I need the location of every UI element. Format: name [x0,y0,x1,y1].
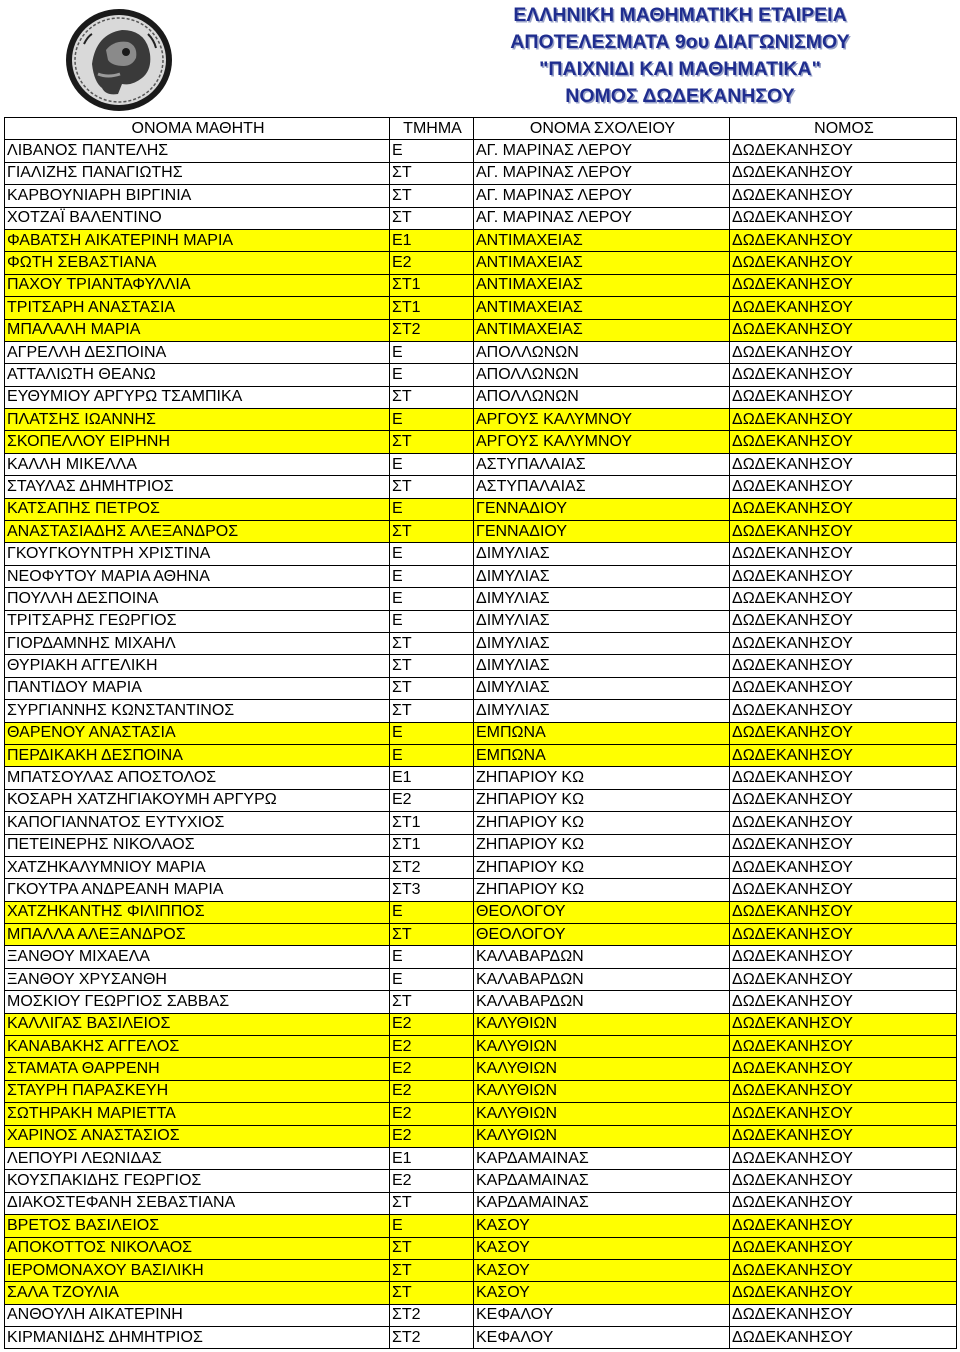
table-row [5,1192,957,1214]
table-row [5,1058,957,1080]
class-cell: Ε2 [390,1058,474,1080]
school-name-cell: ΚΑΣΟΥ [474,1259,730,1281]
prefecture-cell: ΔΩΔΕΚΑΝΗΣΟΥ [730,1282,957,1304]
student-name-cell: ΝΕΟΦΥΤΟΥ ΜΑΡΙΑ ΑΘΗΝΑ [5,565,390,587]
student-name-cell: ΑΝΑΣΤΑΣΙΑΔΗΣ ΑΛΕΞΑΝΔΡΟΣ [5,521,390,543]
prefecture-cell: ΔΩΔΕΚΑΝΗΣΟΥ [730,722,957,744]
table-row [5,610,957,632]
table-row [5,1304,957,1326]
school-name-cell: ΚΑΣΟΥ [474,1215,730,1237]
prefecture-cell: ΔΩΔΕΚΑΝΗΣΟΥ [730,901,957,923]
results-table-body [5,140,957,1349]
table-row [5,924,957,946]
table-row [5,341,957,363]
header-title-results: ΑΠΟΤΕΛΕΣΜΑΤΑ 9ου ΔΙΑΓΩΝΙΣΜΟΥ [510,31,850,53]
prefecture-cell: ΔΩΔΕΚΑΝΗΣΟΥ [730,386,957,408]
school-name-cell: ΖΗΠΑΡΙΟΥ ΚΩ [474,812,730,834]
school-name-cell: ΔΙΜΥΛΙΑΣ [474,655,730,677]
column-header-student-name: ΟΝΟΜΑ ΜΑΘΗΤΗ [5,118,390,140]
table-row [5,1103,957,1125]
table-row [5,767,957,789]
table-row [5,1327,957,1349]
school-name-cell: ΑΣΤΥΠΑΛΑΙΑΣ [474,453,730,475]
prefecture-cell: ΔΩΔΕΚΑΝΗΣΟΥ [730,1080,957,1102]
table-row [5,453,957,475]
header-title-competition: "ΠΑΙΧΝΙΔΙ ΚΑΙ ΜΑΘΗΜΑΤΙΚΑ" [539,58,821,80]
prefecture-cell: ΔΩΔΕΚΑΝΗΣΟΥ [730,1170,957,1192]
student-name-cell: ΑΓΡΕΛΛΗ ΔΕΣΠΟΙΝΑ [5,341,390,363]
table-row [5,229,957,251]
class-cell: Ε [390,140,474,162]
table-row [5,700,957,722]
class-cell: ΣΤ [390,1237,474,1259]
table-row [5,834,957,856]
table-row [5,431,957,453]
school-name-cell: ΑΣΤΥΠΑΛΑΙΑΣ [474,476,730,498]
class-cell: Ε1 [390,1147,474,1169]
prefecture-cell: ΔΩΔΕΚΑΝΗΣΟΥ [730,185,957,207]
prefecture-cell: ΔΩΔΕΚΑΝΗΣΟΥ [730,856,957,878]
student-name-cell: ΛΙΒΑΝΟΣ ΠΑΝΤΕΛΗΣ [5,140,390,162]
class-cell: ΣΤ [390,521,474,543]
class-cell: ΣΤ1 [390,834,474,856]
student-name-cell: ΞΑΝΘΟΥ ΜΙΧΑΕΛΑ [5,946,390,968]
student-name-cell: ΚΑΡΒΟΥΝΙΑΡΗ ΒΙΡΓΙΝΙΑ [5,185,390,207]
student-name-cell: ΘΑΡΕΝΟΥ ΑΝΑΣΤΑΣΙΑ [5,722,390,744]
table-row [5,1147,957,1169]
class-cell: Ε [390,543,474,565]
class-cell: Ε [390,744,474,766]
class-cell: Ε2 [390,252,474,274]
table-row [5,744,957,766]
student-name-cell: ΣΑΛΑ ΤΖΟΥΛΙΑ [5,1282,390,1304]
school-name-cell: ΚΑΛΥΘΙΩΝ [474,1058,730,1080]
table-row [5,185,957,207]
class-cell: Ε [390,968,474,990]
school-name-cell: ΔΙΜΥΛΙΑΣ [474,610,730,632]
table-row [5,207,957,229]
class-cell: Ε [390,341,474,363]
class-cell: ΣΤ1 [390,812,474,834]
table-row [5,722,957,744]
student-name-cell: ΕΥΘΥΜΙΟΥ ΑΡΓΥΡΩ ΤΣΑΜΠΙΚΑ [5,386,390,408]
class-cell: Ε2 [390,789,474,811]
table-row [5,1259,957,1281]
school-name-cell: ΑΓ. ΜΑΡΙΝΑΣ ΛΕΡΟΥ [474,207,730,229]
table-row [5,476,957,498]
table-row [5,498,957,520]
student-name-cell: ΧΟΤΖΑΪ ΒΑΛΕΝΤΙΝΟ [5,207,390,229]
prefecture-cell: ΔΩΔΕΚΑΝΗΣΟΥ [730,297,957,319]
class-cell: ΣΤ [390,162,474,184]
prefecture-cell: ΔΩΔΕΚΑΝΗΣΟΥ [730,588,957,610]
prefecture-cell: ΔΩΔΕΚΑΝΗΣΟΥ [730,476,957,498]
school-name-cell: ΑΓ. ΜΑΡΙΝΑΣ ΛΕΡΟΥ [474,162,730,184]
prefecture-cell: ΔΩΔΕΚΑΝΗΣΟΥ [730,1237,957,1259]
student-name-cell: ΚΙΡΜΑΝΙΔΗΣ ΔΗΜΗΤΡΙΟΣ [5,1327,390,1349]
prefecture-cell: ΔΩΔΕΚΑΝΗΣΟΥ [730,834,957,856]
table-row [5,252,957,274]
student-name-cell: ΦΩΤΗ ΣΕΒΑΣΤΙΑΝΑ [5,252,390,274]
school-name-cell: ΚΑΣΟΥ [474,1282,730,1304]
school-name-cell: ΑΠΟΛΛΩΝΩΝ [474,386,730,408]
student-name-cell: ΠΕΡΔΙΚΑΚΗ ΔΕΣΠΟΙΝΑ [5,744,390,766]
student-name-cell: ΧΑΤΖΗΚΑΝΤΗΣ ΦΙΛΙΠΠΟΣ [5,901,390,923]
column-header-school-name: ΟΝΟΜΑ ΣΧΟΛΕΙΟΥ [474,118,730,140]
prefecture-cell: ΔΩΔΕΚΑΝΗΣΟΥ [730,229,957,251]
class-cell: ΣΤ [390,431,474,453]
class-cell: ΣΤ [390,991,474,1013]
school-name-cell: ΑΓ. ΜΑΡΙΝΑΣ ΛΕΡΟΥ [474,140,730,162]
class-cell: ΣΤ [390,1282,474,1304]
table-row [5,1080,957,1102]
student-name-cell: ΚΑΝΑΒΑΚΗΣ ΑΓΓΕΛΟΣ [5,1036,390,1058]
student-name-cell: ΜΟΣΚΙΟΥ ΓΕΩΡΓΙΟΣ ΣΑΒΒΑΣ [5,991,390,1013]
student-name-cell: ΜΠΑΛΛΑ ΑΛΕΞΑΝΔΡΟΣ [5,924,390,946]
header-title-society: ΕΛΛΗΝΙΚΗ ΜΑΘΗΜΑΤΙΚΗ ΕΤΑΙΡΕΙΑ [513,4,847,26]
header-title-prefecture: ΝΟΜΟΣ ΔΩΔΕΚΑΝΗΣΟΥ [565,85,795,107]
school-name-cell: ΑΡΓΟΥΣ ΚΑΛΥΜΝΟΥ [474,409,730,431]
prefecture-cell: ΔΩΔΕΚΑΝΗΣΟΥ [730,1036,957,1058]
class-cell: ΣΤ [390,924,474,946]
table-row [5,677,957,699]
student-name-cell: ΙΕΡΟΜΟΝΑΧΟΥ ΒΑΣΙΛΙΚΗ [5,1259,390,1281]
class-cell: Ε [390,453,474,475]
table-row [5,140,957,162]
class-cell: Ε1 [390,767,474,789]
student-name-cell: ΒΡΕΤΟΣ ΒΑΣΙΛΕΙΟΣ [5,1215,390,1237]
class-cell: Ε2 [390,1013,474,1035]
prefecture-cell: ΔΩΔΕΚΑΝΗΣΟΥ [730,162,957,184]
prefecture-cell: ΔΩΔΕΚΑΝΗΣΟΥ [730,341,957,363]
class-cell: Ε [390,946,474,968]
class-cell: Ε [390,610,474,632]
table-row [5,319,957,341]
student-name-cell: ΤΡΙΤΣΑΡΗ ΑΝΑΣΤΑΣΙΑ [5,297,390,319]
school-name-cell: ΔΙΜΥΛΙΑΣ [474,565,730,587]
prefecture-cell: ΔΩΔΕΚΑΝΗΣΟΥ [730,968,957,990]
prefecture-cell: ΔΩΔΕΚΑΝΗΣΟΥ [730,543,957,565]
table-row [5,1237,957,1259]
class-cell: Ε [390,588,474,610]
student-name-cell: ΣΤΑΜΑΤΑ ΘΑΡΡΕΝΗ [5,1058,390,1080]
student-name-cell: ΚΟΥΣΠΑΚΙΔΗΣ ΓΕΩΡΓΙΟΣ [5,1170,390,1192]
school-name-cell: ΚΕΦΑΛΟΥ [474,1327,730,1349]
class-cell: ΣΤ [390,207,474,229]
school-name-cell: ΔΙΜΥΛΙΑΣ [474,543,730,565]
class-cell: Ε2 [390,1036,474,1058]
school-name-cell: ΔΙΜΥΛΙΑΣ [474,677,730,699]
prefecture-cell: ΔΩΔΕΚΑΝΗΣΟΥ [730,700,957,722]
class-cell: ΣΤ [390,655,474,677]
class-cell: ΣΤ [390,476,474,498]
prefecture-cell: ΔΩΔΕΚΑΝΗΣΟΥ [730,1147,957,1169]
school-name-cell: ΑΝΤΙΜΑΧΕΙΑΣ [474,319,730,341]
school-name-cell: ΘΕΟΛΟΓΟΥ [474,924,730,946]
prefecture-cell: ΔΩΔΕΚΑΝΗΣΟΥ [730,879,957,901]
student-name-cell: ΚΑΛΛΗ ΜΙΚΕΛΛΑ [5,453,390,475]
class-cell: ΣΤ [390,700,474,722]
prefecture-cell: ΔΩΔΕΚΑΝΗΣΟΥ [730,812,957,834]
class-cell: ΣΤ2 [390,1327,474,1349]
table-row [5,588,957,610]
prefecture-cell: ΔΩΔΕΚΑΝΗΣΟΥ [730,498,957,520]
school-name-cell: ΕΜΠΩΝΑ [474,744,730,766]
header-titles [440,2,920,110]
table-row [5,409,957,431]
prefecture-cell: ΔΩΔΕΚΑΝΗΣΟΥ [730,1058,957,1080]
prefecture-cell: ΔΩΔΕΚΑΝΗΣΟΥ [730,274,957,296]
table-row [5,991,957,1013]
table-row [5,632,957,654]
student-name-cell: ΛΕΠΟΥΡΙ ΛΕΩΝΙΔΑΣ [5,1147,390,1169]
prefecture-cell: ΔΩΔΕΚΑΝΗΣΟΥ [730,744,957,766]
table-row [5,655,957,677]
school-name-cell: ΚΑΛΥΘΙΩΝ [474,1103,730,1125]
student-name-cell: ΠΕΤΕΙΝΕΡΗΣ ΝΙΚΟΛΑΟΣ [5,834,390,856]
student-name-cell: ΣΚΟΠΕΛΛΟΥ ΕΙΡΗΝΗ [5,431,390,453]
class-cell: ΣΤ [390,386,474,408]
school-name-cell: ΑΝΤΙΜΑΧΕΙΑΣ [474,297,730,319]
school-name-cell: ΑΓ. ΜΑΡΙΝΑΣ ΛΕΡΟΥ [474,185,730,207]
table-row [5,968,957,990]
student-name-cell: ΚΑΤΣΑΠΗΣ ΠΕΤΡΟΣ [5,498,390,520]
student-name-cell: ΠΑΝΤΙΔΟΥ ΜΑΡΙΑ [5,677,390,699]
prefecture-cell: ΔΩΔΕΚΑΝΗΣΟΥ [730,1327,957,1349]
class-cell: ΣΤ [390,1259,474,1281]
class-cell: Ε2 [390,1170,474,1192]
prefecture-cell: ΔΩΔΕΚΑΝΗΣΟΥ [730,364,957,386]
table-row [5,1215,957,1237]
table-row [5,386,957,408]
class-cell: Ε2 [390,1080,474,1102]
prefecture-cell: ΔΩΔΕΚΑΝΗΣΟΥ [730,924,957,946]
class-cell: ΣΤ1 [390,297,474,319]
table-row [5,1013,957,1035]
prefecture-cell: ΔΩΔΕΚΑΝΗΣΟΥ [730,1215,957,1237]
school-name-cell: ΕΜΠΩΝΑ [474,722,730,744]
table-row [5,1170,957,1192]
school-name-cell: ΔΙΜΥΛΙΑΣ [474,700,730,722]
student-name-cell: ΠΛΑΤΣΗΣ ΙΩΑΝΝΗΣ [5,409,390,431]
prefecture-cell: ΔΩΔΕΚΑΝΗΣΟΥ [730,991,957,1013]
page-header [0,0,960,116]
header-row [5,118,957,140]
student-name-cell: ΞΑΝΘΟΥ ΧΡΥΣΑΝΘΗ [5,968,390,990]
student-name-cell: ΚΑΠΟΓΙΑΝΝΑΤΟΣ ΕΥΤΥΧΙΟΣ [5,812,390,834]
prefecture-cell: ΔΩΔΕΚΑΝΗΣΟΥ [730,655,957,677]
results-table [4,117,957,1349]
student-name-cell: ΠΟΥΛΛΗ ΔΕΣΠΟΙΝΑ [5,588,390,610]
class-cell: ΣΤ [390,677,474,699]
class-cell: Ε [390,1215,474,1237]
school-name-cell: ΓΕΝΝΑΔΙΟΥ [474,498,730,520]
class-cell: ΣΤ3 [390,879,474,901]
school-name-cell: ΚΑΡΔΑΜΑΙΝΑΣ [474,1170,730,1192]
school-name-cell: ΚΑΛΥΘΙΩΝ [474,1125,730,1147]
student-name-cell: ΚΑΛΛΙΓΑΣ ΒΑΣΙΛΕΙΟΣ [5,1013,390,1035]
school-name-cell: ΖΗΠΑΡΙΟΥ ΚΩ [474,789,730,811]
table-row [5,901,957,923]
school-name-cell: ΚΑΛΥΘΙΩΝ [474,1036,730,1058]
table-row [5,856,957,878]
prefecture-cell: ΔΩΔΕΚΑΝΗΣΟΥ [730,1192,957,1214]
student-name-cell: ΑΠΟΚΟΤΤΟΣ ΝΙΚΟΛΑΟΣ [5,1237,390,1259]
school-name-cell: ΚΑΣΟΥ [474,1237,730,1259]
student-name-cell: ΜΠΑΛΑΛΗ ΜΑΡΙΑ [5,319,390,341]
school-name-cell: ΑΡΓΟΥΣ ΚΑΛΥΜΝΟΥ [474,431,730,453]
table-row [5,162,957,184]
school-name-cell: ΖΗΠΑΡΙΟΥ ΚΩ [474,834,730,856]
student-name-cell: ΠΑΧΟΥ ΤΡΙΑΝΤΑΦΥΛΛΙΑ [5,274,390,296]
class-cell: Ε [390,722,474,744]
table-row [5,543,957,565]
school-name-cell: ΔΙΜΥΛΙΑΣ [474,588,730,610]
class-cell: Ε [390,409,474,431]
student-name-cell: ΤΡΙΤΣΑΡΗΣ ΓΕΩΡΓΙΟΣ [5,610,390,632]
column-header-prefecture: ΝΟΜΟΣ [730,118,957,140]
class-cell: ΣΤ2 [390,319,474,341]
school-name-cell: ΚΑΡΔΑΜΑΙΝΑΣ [474,1192,730,1214]
prefecture-cell: ΔΩΔΕΚΑΝΗΣΟΥ [730,565,957,587]
class-cell: Ε [390,498,474,520]
student-name-cell: ΚΟΣΑΡΗ ΧΑΤΖΗΓΙΑΚΟΥΜΗ ΑΡΓΥΡΩ [5,789,390,811]
student-name-cell: ΣΥΡΓΙΑΝΝΗΣ ΚΩΝΣΤΑΝΤΙΝΟΣ [5,700,390,722]
prefecture-cell: ΔΩΔΕΚΑΝΗΣΟΥ [730,252,957,274]
results-table-header [5,118,957,140]
school-name-cell: ΑΠΟΛΛΩΝΩΝ [474,341,730,363]
school-name-cell: ΖΗΠΑΡΙΟΥ ΚΩ [474,856,730,878]
table-row [5,812,957,834]
table-row [5,274,957,296]
school-name-cell: ΖΗΠΑΡΙΟΥ ΚΩ [474,767,730,789]
student-name-cell: ΜΠΑΤΣΟΥΛΑΣ ΑΠΟΣΤΟΛΟΣ [5,767,390,789]
prefecture-cell: ΔΩΔΕΚΑΝΗΣΟΥ [730,521,957,543]
school-name-cell: ΚΑΛΑΒΑΡΔΩΝ [474,968,730,990]
class-cell: ΣΤ [390,185,474,207]
prefecture-cell: ΔΩΔΕΚΑΝΗΣΟΥ [730,677,957,699]
student-name-cell: ΣΤΑΥΡΗ ΠΑΡΑΣΚΕΥΗ [5,1080,390,1102]
prefecture-cell: ΔΩΔΕΚΑΝΗΣΟΥ [730,1013,957,1035]
prefecture-cell: ΔΩΔΕΚΑΝΗΣΟΥ [730,453,957,475]
class-cell: Ε2 [390,1125,474,1147]
table-row [5,1125,957,1147]
prefecture-cell: ΔΩΔΕΚΑΝΗΣΟΥ [730,140,957,162]
column-header-class: ΤΜΗΜΑ [390,118,474,140]
prefecture-cell: ΔΩΔΕΚΑΝΗΣΟΥ [730,319,957,341]
prefecture-cell: ΔΩΔΕΚΑΝΗΣΟΥ [730,946,957,968]
school-name-cell: ΑΠΟΛΛΩΝΩΝ [474,364,730,386]
prefecture-cell: ΔΩΔΕΚΑΝΗΣΟΥ [730,1304,957,1326]
student-name-cell: ΘΥΡΙΑΚΗ ΑΓΓΕΛΙΚΗ [5,655,390,677]
class-cell: Ε [390,565,474,587]
prefecture-cell: ΔΩΔΕΚΑΝΗΣΟΥ [730,1125,957,1147]
school-name-cell: ΑΝΤΙΜΑΧΕΙΑΣ [474,252,730,274]
prefecture-cell: ΔΩΔΕΚΑΝΗΣΟΥ [730,789,957,811]
student-name-cell: ΣΤΑΥΛΑΣ ΔΗΜΗΤΡΙΟΣ [5,476,390,498]
class-cell: Ε [390,364,474,386]
school-name-cell: ΚΑΛΥΘΙΩΝ [474,1013,730,1035]
school-name-cell: ΚΑΡΔΑΜΑΙΝΑΣ [474,1147,730,1169]
prefecture-cell: ΔΩΔΕΚΑΝΗΣΟΥ [730,1103,957,1125]
school-name-cell: ΚΕΦΑΛΟΥ [474,1304,730,1326]
table-row [5,789,957,811]
class-cell: ΣΤ [390,1192,474,1214]
class-cell: ΣΤ1 [390,274,474,296]
student-name-cell: ΧΑΡΙΝΟΣ ΑΝΑΣΤΑΣΙΟΣ [5,1125,390,1147]
class-cell: Ε1 [390,229,474,251]
class-cell: Ε [390,901,474,923]
student-name-cell: ΣΩΤΗΡΑΚΗ ΜΑΡΙΕΤΤΑ [5,1103,390,1125]
table-row [5,297,957,319]
prefecture-cell: ΔΩΔΕΚΑΝΗΣΟΥ [730,409,957,431]
school-name-cell: ΚΑΛΑΒΑΡΔΩΝ [474,991,730,1013]
prefecture-cell: ΔΩΔΕΚΑΝΗΣΟΥ [730,1259,957,1281]
table-row [5,1036,957,1058]
student-name-cell: ΓΚΟΥΤΡΑ ΑΝΔΡΕΑΝΗ ΜΑΡΙΑ [5,879,390,901]
school-name-cell: ΓΕΝΝΑΔΙΟΥ [474,521,730,543]
table-row [5,521,957,543]
class-cell: ΣΤ2 [390,1304,474,1326]
school-name-cell: ΚΑΛΥΘΙΩΝ [474,1080,730,1102]
school-name-cell: ΑΝΤΙΜΑΧΕΙΑΣ [474,229,730,251]
table-row [5,946,957,968]
student-name-cell: ΓΙΑΛΙΖΗΣ ΠΑΝΑΓΙΩΤΗΣ [5,162,390,184]
school-name-cell: ΖΗΠΑΡΙΟΥ ΚΩ [474,879,730,901]
class-cell: ΣΤ [390,632,474,654]
prefecture-cell: ΔΩΔΕΚΑΝΗΣΟΥ [730,632,957,654]
student-name-cell: ΑΝΘΟΥΛΗ ΑΙΚΑΤΕΡΙΝΗ [5,1304,390,1326]
school-name-cell: ΑΝΤΙΜΑΧΕΙΑΣ [474,274,730,296]
ancient-coin-emblem-icon [62,4,176,114]
student-name-cell: ΦΑΒΑΤΣΗ ΑΙΚΑΤΕΡΙΝΗ ΜΑΡΙΑ [5,229,390,251]
prefecture-cell: ΔΩΔΕΚΑΝΗΣΟΥ [730,431,957,453]
prefecture-cell: ΔΩΔΕΚΑΝΗΣΟΥ [730,767,957,789]
class-cell: Ε2 [390,1103,474,1125]
prefecture-cell: ΔΩΔΕΚΑΝΗΣΟΥ [730,610,957,632]
table-row [5,879,957,901]
school-name-cell: ΚΑΛΑΒΑΡΔΩΝ [474,946,730,968]
student-name-cell: ΓΚΟΥΓΚΟΥΝΤΡΗ ΧΡΙΣΤΙΝΑ [5,543,390,565]
student-name-cell: ΑΤΤΑΛΙΩΤΗ ΘΕΑΝΩ [5,364,390,386]
table-row [5,565,957,587]
student-name-cell: ΓΙΟΡΔΑΜΝΗΣ ΜΙΧΑΗΛ [5,632,390,654]
school-name-cell: ΔΙΜΥΛΙΑΣ [474,632,730,654]
student-name-cell: ΧΑΤΖΗΚΑΛΥΜΝΙΟΥ ΜΑΡΙΑ [5,856,390,878]
student-name-cell: ΔΙΑΚΟΣΤΕΦΑΝΗ ΣΕΒΑΣΤΙΑΝΑ [5,1192,390,1214]
table-row [5,1282,957,1304]
school-name-cell: ΘΕΟΛΟΓΟΥ [474,901,730,923]
table-row [5,364,957,386]
prefecture-cell: ΔΩΔΕΚΑΝΗΣΟΥ [730,207,957,229]
class-cell: ΣΤ2 [390,856,474,878]
